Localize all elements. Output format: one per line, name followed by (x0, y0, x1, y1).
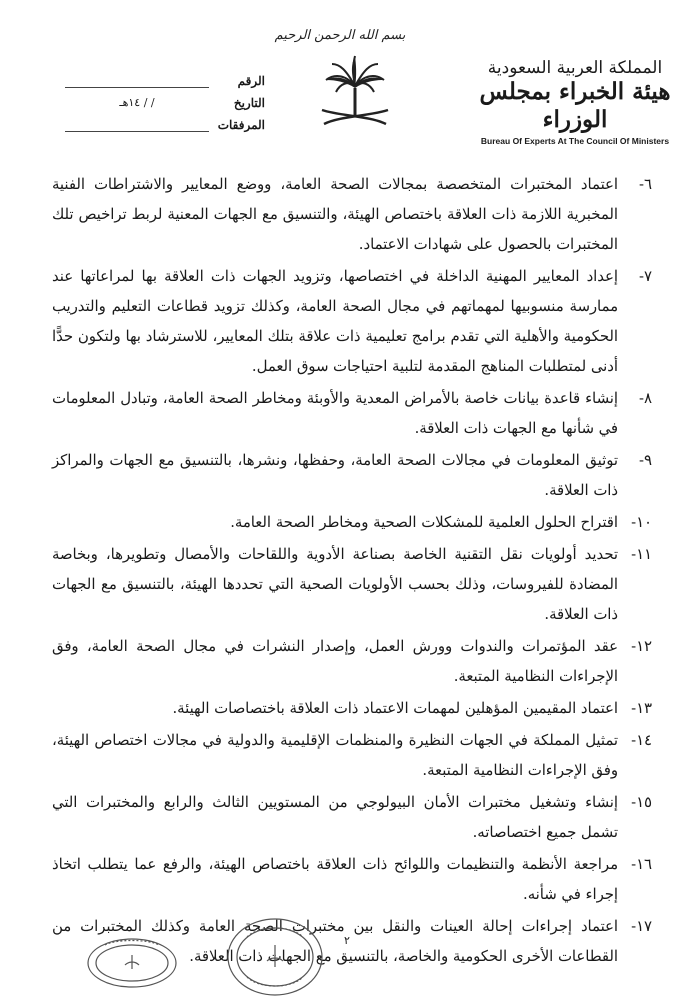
attachments-row (65, 110, 265, 132)
list-item (52, 788, 652, 848)
item-number: ١٣- (631, 700, 652, 717)
reference-number-row (65, 66, 265, 88)
item-text: مراجعة الأنظمة والتنظيمات واللوائح ذات العلاقة باختصاص الهيئة، والرفع عما يتطلب اتخاذ إجراء في شأنه. (52, 856, 618, 903)
list-item (52, 850, 652, 910)
item-text: عقد المؤتمرات والندوات وورش العمل، وإصدار النشرات في مجال الصحة العامة، وفق الإجراءات النظامية المتبعة. (52, 638, 618, 685)
organization-block (462, 58, 688, 146)
list-item (52, 632, 652, 692)
item-number: ١٦- (631, 856, 652, 873)
item-text: إنشاء قاعدة بيانات خاصة بالأمراض المعدية والأوبئة ومخاطر الصحة العامة، وتبادل المعلومات في شأنها مع الجهات ذات العلاقة. (52, 390, 618, 437)
item-number: ٩- (639, 452, 652, 469)
list-item (52, 694, 652, 724)
date-row (65, 88, 265, 110)
page-number: ٢ (344, 934, 350, 947)
kingdom-name: المملكة العربية السعودية (487, 58, 663, 78)
item-number: ١٥- (631, 794, 652, 811)
item-number: ١٠- (631, 514, 652, 531)
item-number: ٧- (639, 268, 652, 285)
item-text: إنشاء وتشغيل مختبرات الأمان البيولوجي من المستويين الثالث والرابع والمختبرات التي تشمل جميع اختصاصاته. (52, 794, 618, 841)
reference-fields (65, 66, 265, 132)
attachments-line (65, 117, 209, 132)
item-text: تحديد أولويات نقل التقنية الخاصة بصناعة الأدوية واللقاحات والأمصال وتطويرها، وبخاصة المضادة للفيروسات، وذلك بحسب الأولويات الصحية التي تحددها الهيئة، بالتنسيق مع الجهات ذات العلاقة. (52, 546, 618, 623)
item-number: ١١- (631, 546, 652, 563)
palm-swords-emblem-icon (310, 50, 400, 140)
list-item (52, 262, 652, 382)
item-number: ٨- (639, 390, 652, 407)
item-text: اقتراح الحلول العلمية للمشكلات الصحية ومخاطر الصحة العامة. (230, 514, 618, 531)
item-number: ٦- (639, 176, 652, 193)
item-text: اعتماد المختبرات المتخصصة بمجالات الصحة العامة، ووضع المعايير والاشتراطات الفنية المخبرية اللازمة ذات العلاقة باختصاص الهيئة، والتنسيق مع الجهات المعنية لربط تراخيص تلك المختبرات بالحصول على شهادات الاعتماد. (52, 176, 618, 253)
item-text: إعداد المعايير المهنية الداخلة في اختصاصها، وتزويد الجهات ذات العلاقة بها لمراعاتها عند ممارسة منسوبيها لمهماتهم في مجال الصحة العامة، وكذلك تزويد قطاعات التعليم والتدريب الحكومية والأهلية التي تقدم برامج تعليمية ذات علاقة بتلك المعايير، للاسترشاد بها ولتكون حدًّا أدنى لمتطلبات المناهج المقدمة لتلبية احتياجات سوق العمل. (52, 268, 618, 375)
list-item (52, 446, 652, 506)
item-number: ١٧- (631, 918, 652, 935)
basmala: بسم الله الرحمن الرحيم (274, 28, 406, 43)
list-item (52, 508, 652, 538)
organization-name-english: Bureau Of Experts At The Council Of Ministers (480, 136, 670, 146)
letterhead (0, 0, 700, 150)
reference-number-label: الرقم (237, 74, 265, 88)
item-text: تمثيل المملكة في الجهات النظيرة والمنظمات الإقليمية والدولية في مجالات اختصاص الهيئة، وفق الإجراءات النظامية المتبعة. (52, 732, 618, 779)
item-text: اعتماد إجراءات إحالة العينات والنقل بين مختبرات الصحة العامة وكذلك المختبرات من القطاعات الأخرى الحكومية والخاصة، بالتنسيق مع الجهات ذات العلاقة. (52, 918, 618, 965)
date-label: التاريخ (233, 96, 265, 110)
reference-number-line (65, 73, 209, 88)
item-number: ١٤- (631, 732, 652, 749)
item-number: ١٢- (631, 638, 652, 655)
official-seal-icon (225, 915, 325, 1000)
official-stamp-icon (85, 935, 180, 990)
list-item (52, 540, 652, 630)
attachments-label: المرفقات (217, 118, 265, 132)
organization-name-arabic: هيئة الخبراء بمجلس الوزراء (479, 78, 671, 133)
list-item (52, 170, 652, 260)
item-text: اعتماد المقيمين المؤهلين لمهمات الاعتماد ذات العلاقة باختصاصات الهيئة. (172, 700, 618, 717)
date-value: / / ١٤هـ (119, 96, 155, 109)
items-list (52, 170, 652, 974)
item-text: توثيق المعلومات في مجالات الصحة العامة، وحفظها، ونشرها، بالتنسيق مع الجهات والمراكز ذات العلاقة. (52, 452, 618, 499)
list-item (52, 726, 652, 786)
list-item (52, 384, 652, 444)
